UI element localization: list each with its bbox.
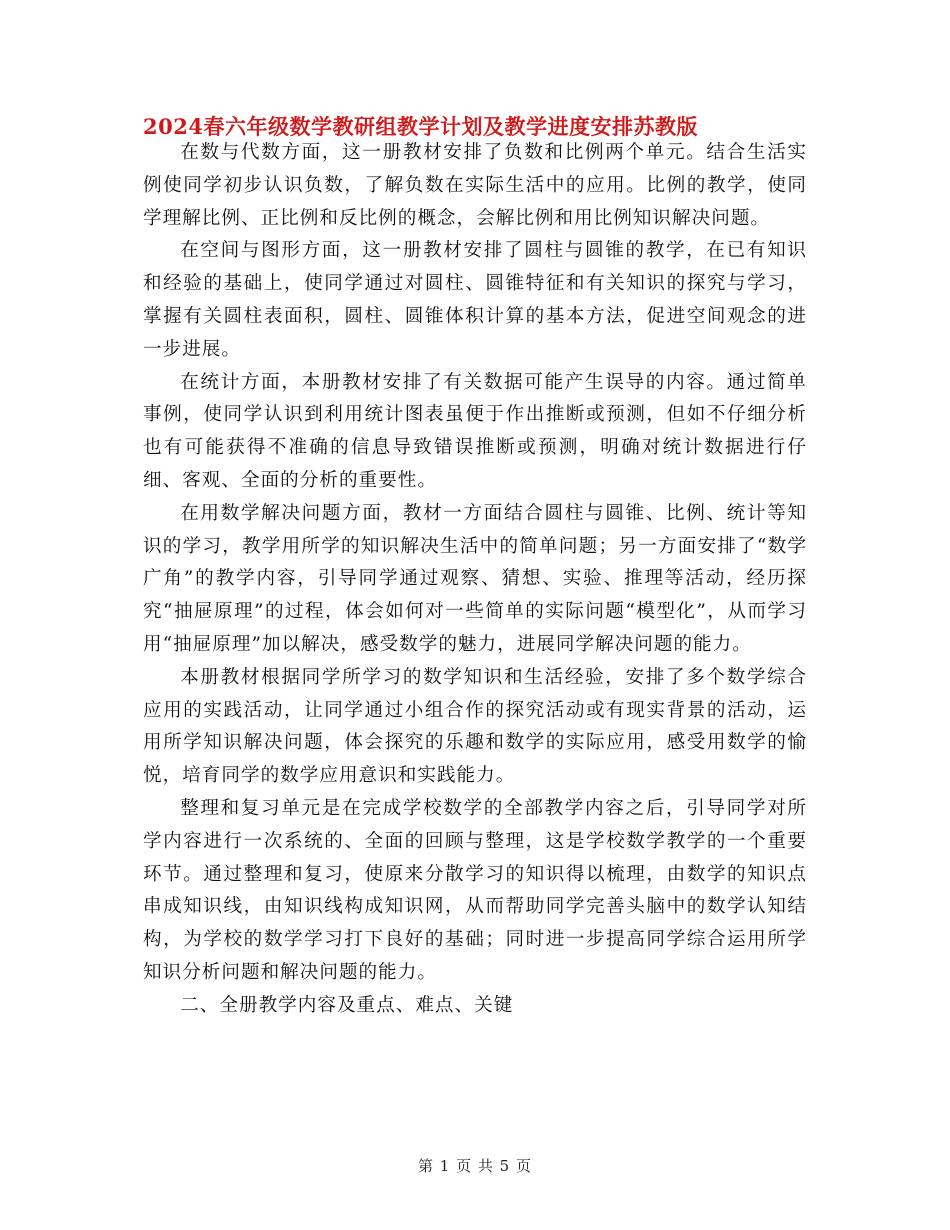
paragraph-number-algebra: 在数与代数方面，这一册教材安排了负数和比例两个单元。结合生活实例使同学初步认识负数，了解负数在实际生活中的应用。比例的教学，使同学理解比例、正比例和反比例的概念，会解比例和用比例知识解决问题。 <box>143 142 807 229</box>
section-heading: 二、全册教学内容及重点、难点、关键 <box>180 994 514 1016</box>
page-title: 2024春六年级数学教研组教学计划及教学进度安排苏教版 <box>143 114 698 139</box>
document-body <box>143 137 807 1023</box>
paragraph-problem-solving: 在用数学解决问题方面，教材一方面结合圆柱与圆锥、比例、统计等知识的学习，教学用所学的知识解决生活中的简单问题；另一方面安排了“数学广角”的教学内容，引导同学通过观察、猜想、实验、推理等活动，经历探究“抽屉原理”的过程，体会如何对一些简单的实际问题“模型化”，从而学习用“抽屉原理”加以解决，感受数学的魅力，进展同学解决问题的能力。 <box>143 502 807 655</box>
paragraph-statistics: 在统计方面，本册教材安排了有关数据可能产生误导的内容。通过简单事例，使同学认识到利用统计图表虽便于作出推断或预测，但如不仔细分析也有可能获得不准确的信息导致错误推断或预测，明确对统计数据进行仔细、客观、全面的分析的重要性。 <box>143 371 807 491</box>
page-footer: 第 1 页 共 5 页 <box>418 1157 532 1175</box>
paragraph-space-geometry: 在空间与图形方面，这一册教材安排了圆柱与圆锥的教学，在已有知识和经验的基础上，使同学通过对圆柱、圆锥特征和有关知识的探究与学习，掌握有关圆柱表面积，圆柱、圆锥体积计算的基本方法，促进空间观念的进一步进展。 <box>143 240 807 360</box>
paragraph-review-unit: 整理和复习单元是在完成学校数学的全部教学内容之后，引导同学对所学内容进行一次系统的、全面的回顾与整理，这是学校数学教学的一个重要环节。通过整理和复习，使原来分散学习的知识得以梳理，由数学的知识点串成知识线，由知识线构成知识网，从而帮助同学完善头脑中的数学认知结构，为学校的数学学习打下良好的基础；同时进一步提高同学综合运用所学知识分析问题和解决问题的能力。 <box>143 797 807 983</box>
paragraph-practice-activities: 本册教材根据同学所学习的数学知识和生活经验，安排了多个数学综合应用的实践活动，让同学通过小组合作的探究活动或有现实背景的活动，运用所学知识解决问题，体会探究的乐趣和数学的实际应用，感受用数学的愉悦，培育同学的数学应用意识和实践能力。 <box>143 666 807 787</box>
